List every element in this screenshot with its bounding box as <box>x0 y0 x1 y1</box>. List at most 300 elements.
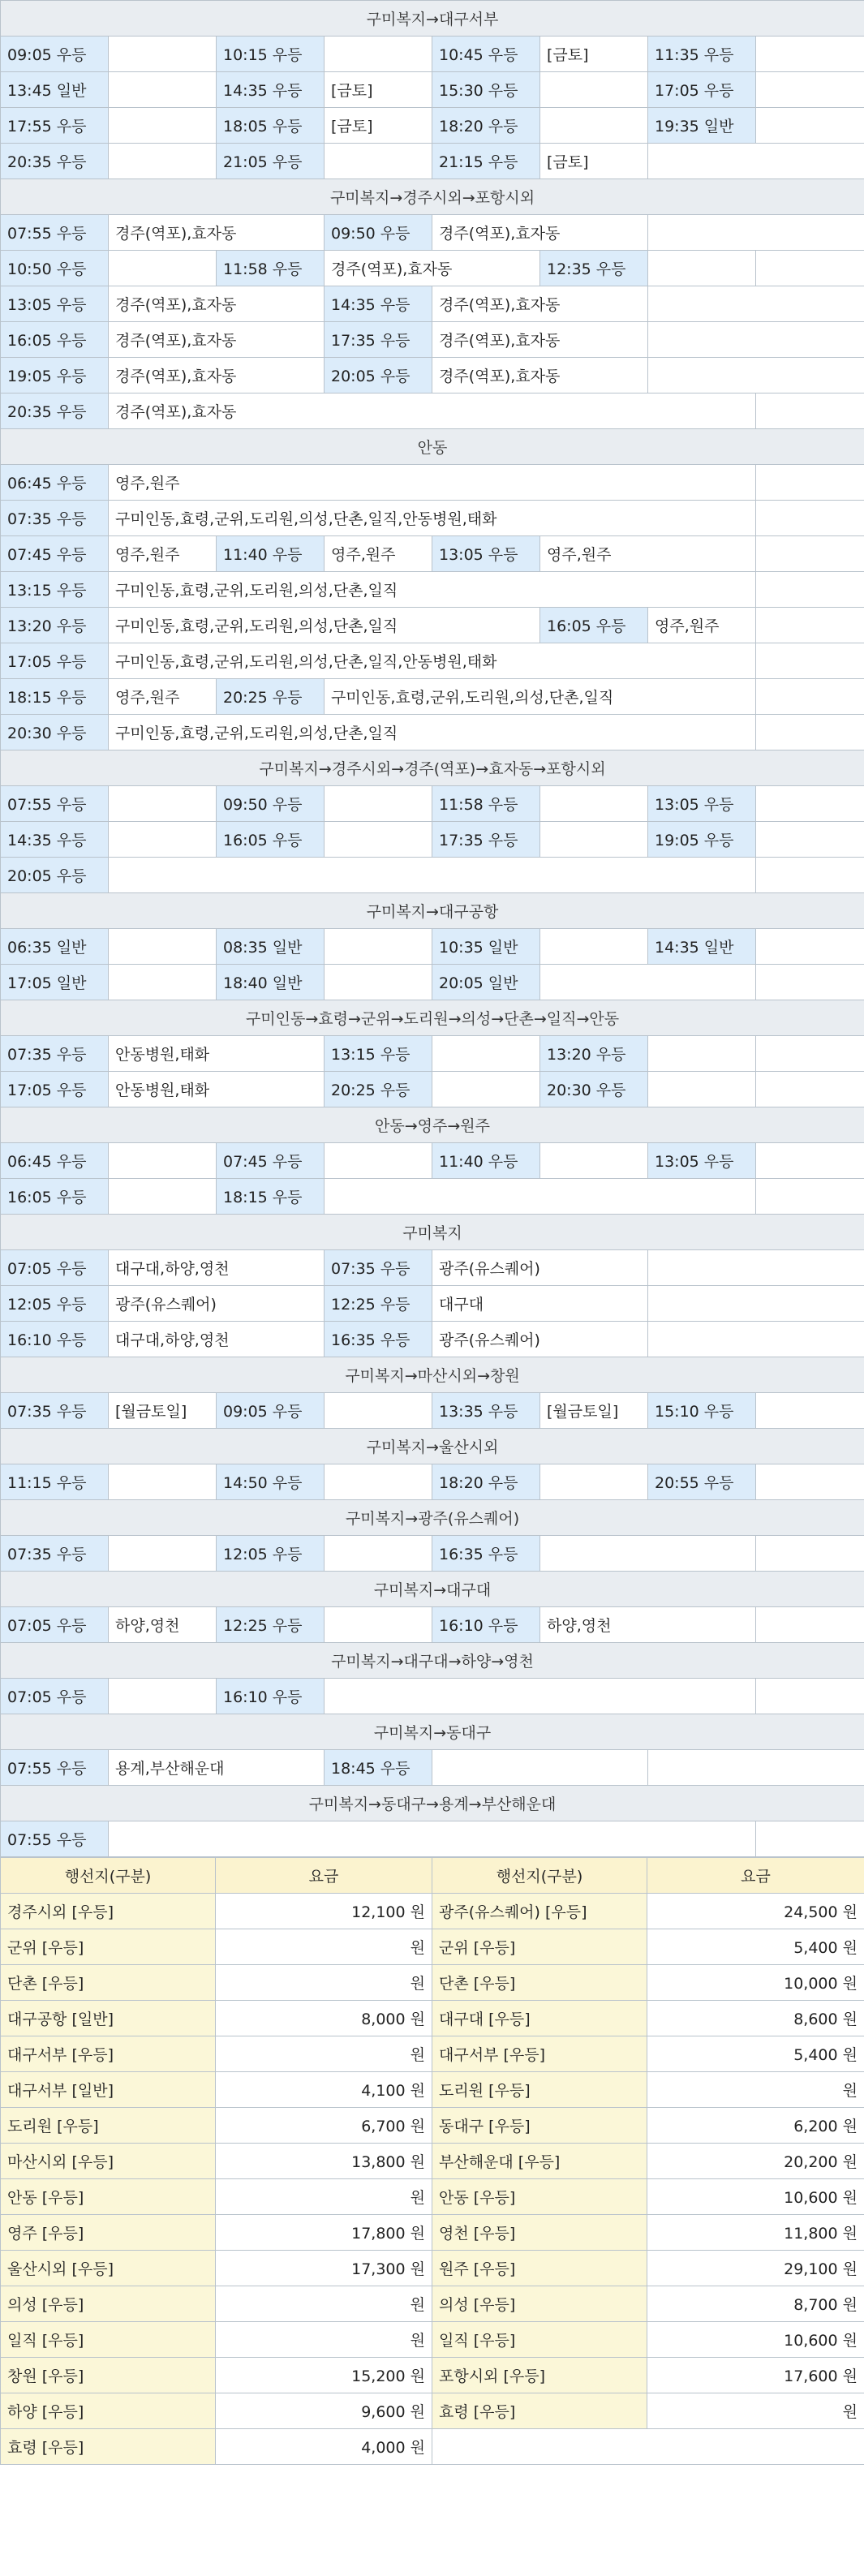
via-stops: 경주(역포),효자동 <box>432 286 648 322</box>
empty-cell <box>756 643 864 679</box>
departure-time: 16:35 우등 <box>325 1322 432 1357</box>
empty-cell <box>756 608 864 643</box>
route-header: 구미복지→경주시외→포항시외 <box>1 179 864 215</box>
departure-time: 07:45 우등 <box>217 1143 325 1179</box>
via-stops <box>325 822 432 858</box>
fare-price: 12,100 원 <box>216 1894 432 1929</box>
via-stops <box>756 1464 864 1500</box>
via-stops: 경주(역포),효자동 <box>432 358 648 393</box>
departure-time: 07:05 우등 <box>1 1679 109 1714</box>
fare-price: 원 <box>216 2286 432 2322</box>
fare-row <box>1 1929 864 1965</box>
fare-destination: 안동 [우등] <box>432 2179 647 2215</box>
fare-price: 원 <box>216 1965 432 2001</box>
via-stops: [금토] <box>325 108 432 144</box>
empty-cell <box>756 965 864 1000</box>
empty-cell <box>648 358 864 393</box>
fare-price: 17,300 원 <box>216 2251 432 2286</box>
fare-col-destination: 행선지(구분) <box>432 1858 647 1894</box>
via-stops <box>432 1072 540 1107</box>
route-header: 구미복지→동대구 <box>1 1714 864 1750</box>
departure-time: 13:45 일반 <box>1 72 109 108</box>
departure-time: 07:35 우등 <box>325 1250 432 1286</box>
fare-row <box>1 2179 864 2215</box>
departure-time: 20:05 일반 <box>432 965 540 1000</box>
fare-row <box>1 2001 864 2036</box>
empty-cell <box>756 1821 864 1857</box>
departure-time: 14:35 일반 <box>648 929 756 965</box>
fare-destination: 경주시외 [우등] <box>1 1894 216 1929</box>
schedule-row <box>1 1036 864 1072</box>
departure-time: 19:05 우등 <box>648 822 756 858</box>
fare-destination: 하양 [우등] <box>1 2393 216 2429</box>
schedule-row <box>1 1179 864 1215</box>
schedule-row <box>1 643 864 679</box>
fare-price: 원 <box>647 2072 864 2108</box>
via-stops <box>325 1464 432 1500</box>
empty-cell <box>756 1179 864 1215</box>
fare-destination: 대구공항 [일반] <box>1 2001 216 2036</box>
via-stops <box>109 1179 217 1215</box>
schedule-row <box>1 1821 864 1857</box>
via-stops <box>109 108 217 144</box>
fare-destination: 울산시외 [우등] <box>1 2251 216 2286</box>
via-stops: 광주(유스퀘어) <box>432 1250 648 1286</box>
departure-time: 13:05 우등 <box>648 1143 756 1179</box>
fare-price: 24,500 원 <box>647 1894 864 1929</box>
fare-row <box>1 1965 864 2001</box>
schedule-row <box>1 1464 864 1500</box>
schedule-row <box>1 786 864 822</box>
departure-time: 16:05 우등 <box>1 322 109 358</box>
fare-price: 11,800 원 <box>647 2215 864 2251</box>
departure-time: 13:05 우등 <box>1 286 109 322</box>
departure-time: 20:25 우등 <box>217 679 325 715</box>
departure-time: 18:05 우등 <box>217 108 325 144</box>
empty-cell <box>756 251 864 286</box>
fare-destination: 부산해운대 [우등] <box>432 2144 647 2179</box>
departure-time: 13:15 우등 <box>1 572 109 608</box>
via-stops: 구미인동,효령,군위,도리원,의성,단촌,일직 <box>109 572 756 608</box>
fare-price: 원 <box>216 2179 432 2215</box>
via-stops <box>432 1036 540 1072</box>
fare-destination: 군위 [우등] <box>1 1929 216 1965</box>
via-stops: 경주(역포),효자동 <box>432 322 648 358</box>
via-stops <box>648 1072 756 1107</box>
fare-row <box>1 2251 864 2286</box>
fare-destination: 군위 [우등] <box>432 1929 647 1965</box>
empty-cell <box>432 2429 864 2465</box>
schedule-row <box>1 965 864 1000</box>
fare-destination: 의성 [우등] <box>1 2286 216 2322</box>
departure-time: 12:05 우등 <box>217 1536 325 1572</box>
departure-time: 11:58 우등 <box>217 251 325 286</box>
empty-cell <box>648 322 864 358</box>
via-stops <box>325 1393 432 1429</box>
empty-cell <box>756 1036 864 1072</box>
fare-destination: 효령 [우등] <box>432 2393 647 2429</box>
departure-time: 18:40 일반 <box>217 965 325 1000</box>
empty-cell <box>756 1536 864 1572</box>
departure-time: 13:20 우등 <box>540 1036 648 1072</box>
schedule-row <box>1 215 864 251</box>
fare-destination: 포항시외 [우등] <box>432 2358 647 2393</box>
fare-price: 5,400 원 <box>647 1929 864 1965</box>
departure-time: 16:35 우등 <box>432 1536 540 1572</box>
fare-row <box>1 2215 864 2251</box>
fare-price: 15,200 원 <box>216 2358 432 2393</box>
via-stops: 경주(역포),효자동 <box>109 215 325 251</box>
schedule-row <box>1 536 864 572</box>
departure-time: 09:50 우등 <box>325 215 432 251</box>
via-stops <box>325 965 432 1000</box>
empty-cell <box>648 144 864 179</box>
schedule-row <box>1 1679 864 1714</box>
via-stops <box>648 251 756 286</box>
via-stops <box>109 858 756 893</box>
departure-time: 11:15 우등 <box>1 1464 109 1500</box>
departure-time: 07:55 우등 <box>1 215 109 251</box>
fare-row <box>1 2393 864 2429</box>
via-stops: [월금토일] <box>540 1393 648 1429</box>
empty-cell <box>648 1750 864 1786</box>
fare-destination: 단촌 [우등] <box>1 1965 216 2001</box>
departure-time: 14:35 우등 <box>217 72 325 108</box>
departure-time: 20:30 우등 <box>1 715 109 750</box>
departure-time: 20:05 우등 <box>1 858 109 893</box>
via-stops <box>109 1821 756 1857</box>
schedule-row <box>1 1143 864 1179</box>
departure-time: 09:50 우등 <box>217 786 325 822</box>
via-stops: 경주(역포),효자동 <box>432 215 648 251</box>
route-header: 구미복지→동대구→용계→부산해운대 <box>1 1786 864 1821</box>
departure-time: 11:40 우등 <box>217 536 325 572</box>
departure-time: 17:05 우등 <box>1 1072 109 1107</box>
empty-cell <box>756 858 864 893</box>
departure-time: 07:55 우등 <box>1 1821 109 1857</box>
fare-destination: 일직 [우등] <box>432 2322 647 2358</box>
via-stops <box>109 822 217 858</box>
via-stops: 구미인동,효령,군위,도리원,의성,단촌,일직,안동병원,태화 <box>109 643 756 679</box>
empty-cell <box>756 1607 864 1643</box>
departure-time: 20:55 우등 <box>648 1464 756 1500</box>
route-header: 안동→영주→원주 <box>1 1107 864 1143</box>
fare-col-destination: 행선지(구분) <box>1 1858 216 1894</box>
route-header: 구미복지→울산시외 <box>1 1429 864 1464</box>
empty-cell <box>648 215 864 251</box>
via-stops <box>109 965 217 1000</box>
fare-row <box>1 2358 864 2393</box>
schedule-row <box>1 1072 864 1107</box>
fare-price: 20,200 원 <box>647 2144 864 2179</box>
fare-destination: 마산시외 [우등] <box>1 2144 216 2179</box>
schedule-body <box>1 1 864 1857</box>
fare-destination: 영주 [우등] <box>1 2215 216 2251</box>
route-header: 구미복지→대구서부 <box>1 1 864 37</box>
via-stops <box>756 822 864 858</box>
fare-col-price: 요금 <box>216 1858 432 1894</box>
via-stops <box>756 37 864 72</box>
departure-time: 07:35 우등 <box>1 1536 109 1572</box>
via-stops: 안동병원,태화 <box>109 1036 325 1072</box>
fare-destination: 대구서부 [우등] <box>432 2036 647 2072</box>
departure-time: 13:15 우등 <box>325 1036 432 1072</box>
departure-time: 13:20 우등 <box>1 608 109 643</box>
via-stops: 경주(역포),효자동 <box>325 251 540 286</box>
fare-price: 6,700 원 <box>216 2108 432 2144</box>
departure-time: 07:55 우등 <box>1 786 109 822</box>
via-stops <box>109 37 217 72</box>
schedule-row <box>1 608 864 643</box>
via-stops <box>540 72 648 108</box>
schedule-row <box>1 929 864 965</box>
via-stops: 영주,원주 <box>109 536 217 572</box>
fare-destination: 대구대 [우등] <box>432 2001 647 2036</box>
via-stops <box>109 72 217 108</box>
departure-time: 17:35 우등 <box>325 322 432 358</box>
fare-destination: 대구서부 [우등] <box>1 2036 216 2072</box>
fare-table <box>0 1857 864 2465</box>
departure-time: 12:25 우등 <box>217 1607 325 1643</box>
fare-price: 8,600 원 <box>647 2001 864 2036</box>
via-stops: [금토] <box>325 72 432 108</box>
via-stops <box>325 786 432 822</box>
empty-cell <box>756 1072 864 1107</box>
via-stops <box>325 37 432 72</box>
departure-time: 20:05 우등 <box>325 358 432 393</box>
departure-time: 09:05 우등 <box>1 37 109 72</box>
fare-destination: 단촌 [우등] <box>432 1965 647 2001</box>
via-stops: 구미인동,효령,군위,도리원,의성,단촌,일직 <box>109 608 540 643</box>
fare-destination: 광주(유스퀘어) [우등] <box>432 1894 647 1929</box>
via-stops: 경주(역포),효자동 <box>109 286 325 322</box>
departure-time: 18:15 우등 <box>217 1179 325 1215</box>
fare-destination: 대구서부 [일반] <box>1 2072 216 2108</box>
departure-time: 17:35 우등 <box>432 822 540 858</box>
fare-destination: 원주 [우등] <box>432 2251 647 2286</box>
fare-row <box>1 2108 864 2144</box>
schedule-row <box>1 572 864 608</box>
fare-destination: 일직 [우등] <box>1 2322 216 2358</box>
departure-time: 20:30 우등 <box>540 1072 648 1107</box>
fare-price: 10,000 원 <box>647 1965 864 2001</box>
departure-time: 07:05 우등 <box>1 1607 109 1643</box>
via-stops: 광주(유스퀘어) <box>432 1322 648 1357</box>
schedule-row <box>1 501 864 536</box>
departure-time: 18:15 우등 <box>1 679 109 715</box>
fare-price: 8,700 원 <box>647 2286 864 2322</box>
via-stops: 경주(역포),효자동 <box>109 393 756 429</box>
via-stops: [금토] <box>540 37 648 72</box>
via-stops <box>540 965 756 1000</box>
departure-time: 15:30 우등 <box>432 72 540 108</box>
departure-time: 16:05 우등 <box>540 608 648 643</box>
via-stops <box>540 1143 648 1179</box>
departure-time: 16:05 우등 <box>1 1179 109 1215</box>
empty-cell <box>756 572 864 608</box>
via-stops <box>325 929 432 965</box>
departure-time: 07:55 우등 <box>1 1750 109 1786</box>
via-stops <box>109 1143 217 1179</box>
via-stops <box>756 1143 864 1179</box>
fare-price: 10,600 원 <box>647 2179 864 2215</box>
departure-time: 07:35 우등 <box>1 1036 109 1072</box>
fare-price: 원 <box>216 1929 432 1965</box>
fare-price: 13,800 원 <box>216 2144 432 2179</box>
route-header: 구미인동→효령→군위→도리원→의성→단촌→일직→안동 <box>1 1000 864 1036</box>
schedule-row <box>1 1393 864 1429</box>
fare-destination: 효령 [우등] <box>1 2429 216 2465</box>
fare-price: 17,800 원 <box>216 2215 432 2251</box>
fare-price: 4,000 원 <box>216 2429 432 2465</box>
empty-cell <box>648 1322 864 1357</box>
via-stops <box>756 108 864 144</box>
schedule-row <box>1 465 864 501</box>
schedule-row <box>1 322 864 358</box>
departure-time: 07:35 우등 <box>1 1393 109 1429</box>
fare-row <box>1 2072 864 2108</box>
via-stops: [월금토일] <box>109 1393 217 1429</box>
route-header: 구미복지→마산시외→창원 <box>1 1357 864 1393</box>
fare-row <box>1 2322 864 2358</box>
fare-price: 6,200 원 <box>647 2108 864 2144</box>
schedule-row <box>1 1536 864 1572</box>
departure-time: 10:35 일반 <box>432 929 540 965</box>
fare-row <box>1 2429 864 2465</box>
via-stops: 구미인동,효령,군위,도리원,의성,단촌,일직,안동병원,태화 <box>109 501 756 536</box>
departure-time: 10:15 우등 <box>217 37 325 72</box>
schedule-row <box>1 358 864 393</box>
departure-time: 07:05 우등 <box>1 1250 109 1286</box>
departure-time: 12:05 우등 <box>1 1286 109 1322</box>
fare-price: 10,600 원 <box>647 2322 864 2358</box>
departure-time: 12:35 우등 <box>540 251 648 286</box>
departure-time: 07:35 우등 <box>1 501 109 536</box>
via-stops <box>756 786 864 822</box>
schedule-row <box>1 144 864 179</box>
departure-time: 14:50 우등 <box>217 1464 325 1500</box>
departure-time: 18:20 우등 <box>432 108 540 144</box>
via-stops <box>540 786 648 822</box>
empty-cell <box>756 679 864 715</box>
departure-time: 21:15 우등 <box>432 144 540 179</box>
fare-price: 17,600 원 <box>647 2358 864 2393</box>
route-header: 구미복지 <box>1 1215 864 1250</box>
departure-time: 08:35 일반 <box>217 929 325 965</box>
departure-time: 09:05 우등 <box>217 1393 325 1429</box>
route-header: 구미복지→대구대→하양→영천 <box>1 1643 864 1679</box>
departure-time: 13:35 우등 <box>432 1393 540 1429</box>
fare-destination: 도리원 [우등] <box>432 2072 647 2108</box>
route-header: 안동 <box>1 429 864 465</box>
departure-time: 06:45 우등 <box>1 1143 109 1179</box>
via-stops: 구미인동,효령,군위,도리원,의성,단촌,일직 <box>109 715 756 750</box>
schedule-row <box>1 393 864 429</box>
departure-time: 11:58 우등 <box>432 786 540 822</box>
empty-cell <box>756 501 864 536</box>
via-stops <box>109 1536 217 1572</box>
departure-time: 07:45 우등 <box>1 536 109 572</box>
fare-destination: 창원 [우등] <box>1 2358 216 2393</box>
via-stops <box>109 144 217 179</box>
departure-time: 13:05 우등 <box>432 536 540 572</box>
fare-destination: 동대구 [우등] <box>432 2108 647 2144</box>
fare-row <box>1 2286 864 2322</box>
departure-time: 17:05 우등 <box>648 72 756 108</box>
via-stops: 영주,원주 <box>540 536 756 572</box>
via-stops <box>325 1679 756 1714</box>
fare-price: 원 <box>216 2036 432 2072</box>
fare-row <box>1 1894 864 1929</box>
via-stops: 경주(역포),효자동 <box>109 322 325 358</box>
via-stops <box>756 1393 864 1429</box>
departure-time: 17:05 우등 <box>1 643 109 679</box>
via-stops <box>540 929 648 965</box>
via-stops: 하양,영천 <box>540 1607 756 1643</box>
schedule-row <box>1 1750 864 1786</box>
empty-cell <box>648 1250 864 1286</box>
fare-price: 4,100 원 <box>216 2072 432 2108</box>
schedule-row <box>1 822 864 858</box>
departure-time: 17:55 우등 <box>1 108 109 144</box>
departure-time: 20:25 우등 <box>325 1072 432 1107</box>
departure-time: 16:05 우등 <box>217 822 325 858</box>
schedule-row <box>1 37 864 72</box>
fare-price: 5,400 원 <box>647 2036 864 2072</box>
schedule-row <box>1 1607 864 1643</box>
fare-row <box>1 2144 864 2179</box>
empty-cell <box>756 536 864 572</box>
departure-time: 17:05 일반 <box>1 965 109 1000</box>
via-stops: 영주,원주 <box>109 465 756 501</box>
via-stops <box>756 72 864 108</box>
via-stops: 대구대,하양,영천 <box>109 1322 325 1357</box>
via-stops <box>325 1179 756 1215</box>
empty-cell <box>756 393 864 429</box>
via-stops: 용계,부산해운대 <box>109 1750 325 1786</box>
fare-destination: 안동 [우등] <box>1 2179 216 2215</box>
departure-time: 20:35 우등 <box>1 393 109 429</box>
route-header: 구미복지→경주시외→경주(역포)→효자동→포항시외 <box>1 750 864 786</box>
departure-time: 14:35 우등 <box>325 286 432 322</box>
schedule-row <box>1 286 864 322</box>
fare-row <box>1 2036 864 2072</box>
via-stops <box>540 822 648 858</box>
departure-time: 13:05 우등 <box>648 786 756 822</box>
schedule-row <box>1 1250 864 1286</box>
fare-destination: 영천 [우등] <box>432 2215 647 2251</box>
route-header: 구미복지→대구공항 <box>1 893 864 929</box>
departure-time: 19:35 일반 <box>648 108 756 144</box>
via-stops <box>109 929 217 965</box>
departure-time: 10:50 우등 <box>1 251 109 286</box>
fare-col-price: 요금 <box>647 1858 864 1894</box>
via-stops <box>109 1464 217 1500</box>
empty-cell <box>648 286 864 322</box>
via-stops: 경주(역포),효자동 <box>109 358 325 393</box>
via-stops: 영주,원주 <box>648 608 756 643</box>
departure-time: 14:35 우등 <box>1 822 109 858</box>
fare-price: 원 <box>647 2393 864 2429</box>
via-stops: 구미인동,효령,군위,도리원,의성,단촌,일직 <box>325 679 756 715</box>
departure-time: 16:10 우등 <box>217 1679 325 1714</box>
via-stops: 하양,영천 <box>109 1607 217 1643</box>
departure-time: 16:10 우등 <box>1 1322 109 1357</box>
via-stops <box>109 786 217 822</box>
departure-time: 11:35 우등 <box>648 37 756 72</box>
via-stops <box>325 1143 432 1179</box>
schedule-row <box>1 1286 864 1322</box>
